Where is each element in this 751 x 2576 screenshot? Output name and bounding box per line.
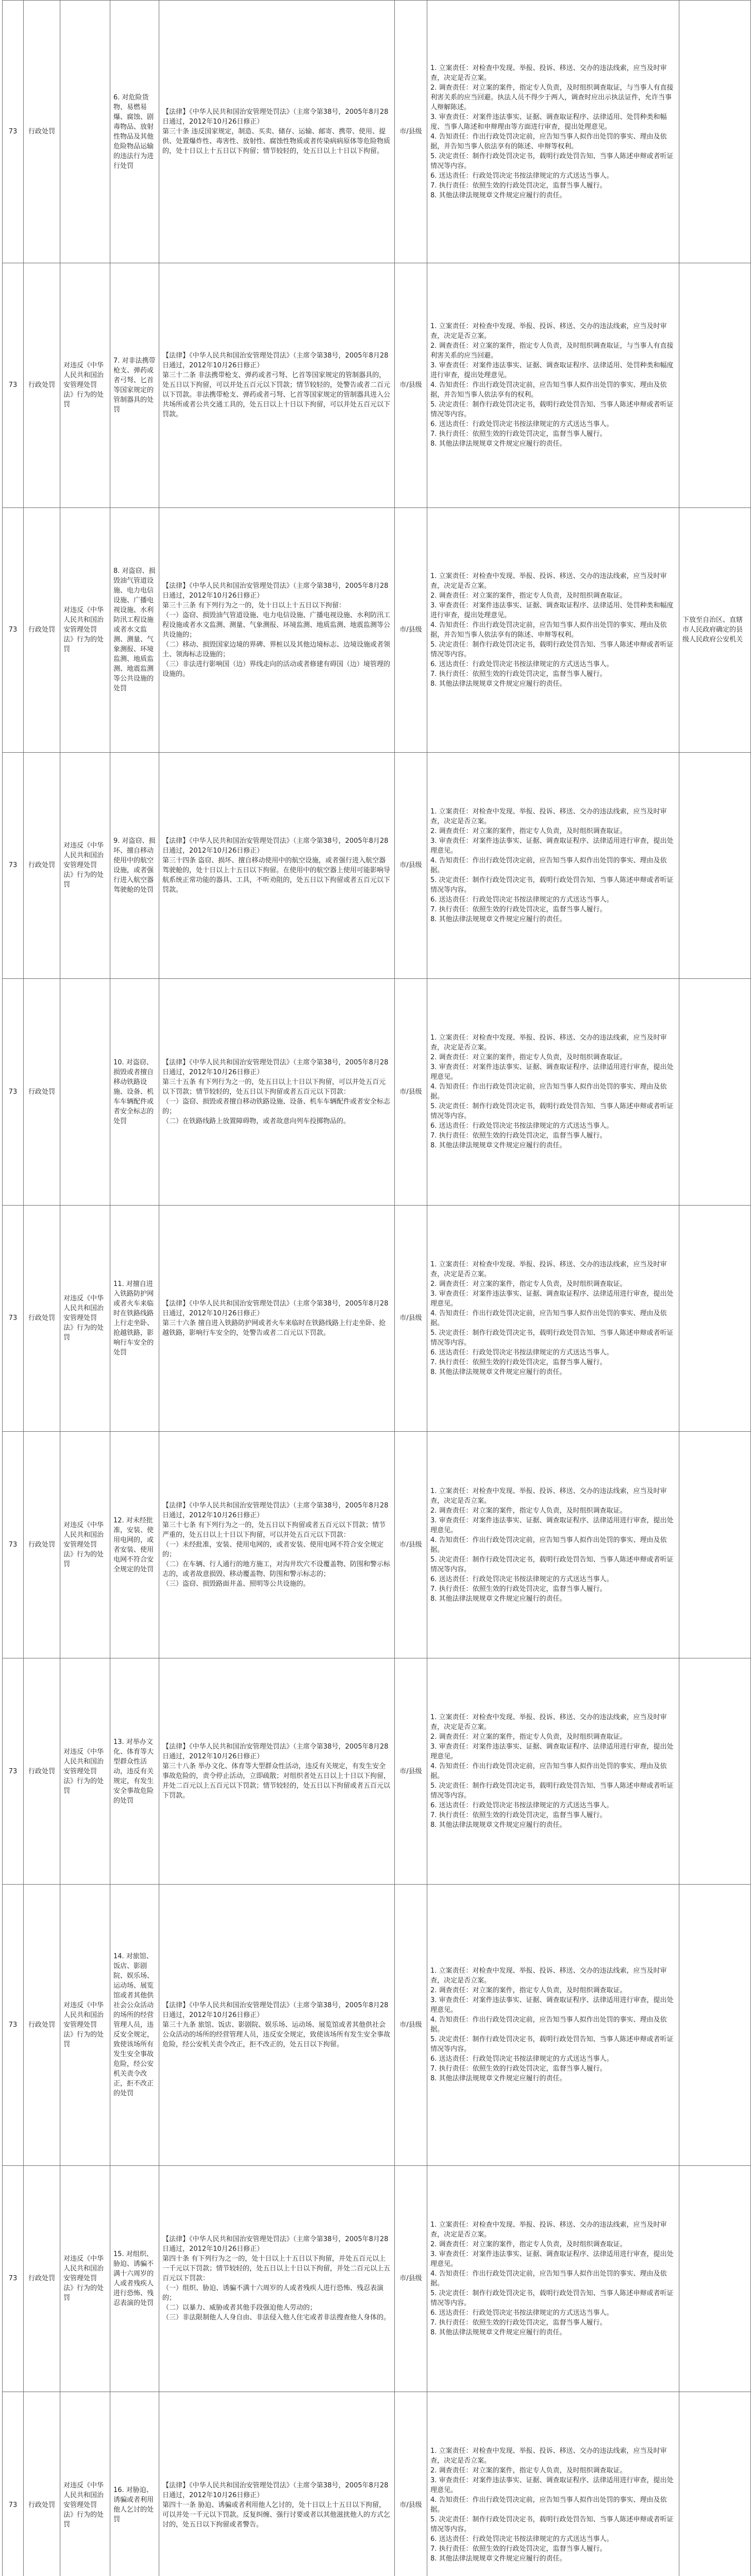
- responsibility-line: 7. 执行责任：依照生效的行政处罚决定，监督当事人履行。: [430, 1358, 607, 1366]
- note-cell: [679, 1, 751, 263]
- responsibility-cell: [427, 263, 679, 508]
- responsibility-line: 8. 其他法律法规规章文件规定应履行的责任。: [430, 2075, 566, 2083]
- legal-basis-line: 【法律】《中华人民共和国治安管理处罚法》（主席令第38号，2005年8月28日通过，2012年10月26日修正）: [162, 352, 389, 370]
- row-number-cell: 73: [3, 752, 24, 979]
- responsibility-cell: [427, 1885, 679, 2165]
- responsibility-line: 1. 立案责任：对检查中发现、举报、投诉、移送、交办的违法线索，应当及时审查，决定是否立案。: [430, 1034, 667, 1052]
- responsibility-line: 6. 送达责任：行政处罚决定书按法律规定的方式送达当事人。: [430, 420, 613, 429]
- exercise-level-cell: 市/县级: [395, 1, 427, 263]
- responsibility-line: 2. 调查责任：对立案的案件，指定专人负责，及时组织调查取证，与当事人有直接利害关系的应当回避。执法人员不得少于两人，调查时应出示执法证件，允许当事人辩解陈述。: [430, 83, 674, 111]
- exercise-level-cell: 市/县级: [395, 1658, 427, 1885]
- row-number-cell: 73: [3, 263, 24, 508]
- exercise-level-cell: 市/县级: [395, 752, 427, 979]
- legal-basis-cell: [159, 1, 395, 263]
- power-name-cell: 对违反《中华人民共和国治安管理处罚法》行为的处罚: [60, 752, 110, 979]
- power-type-cell: 行政处罚: [24, 752, 60, 979]
- responsibility-line: 6. 送达责任：行政处罚决定书按法律规定的方式送达当事人。: [430, 1575, 613, 1583]
- sub-item-cell: 9. 对盗窃、损坏、擅自移动使用中的航空设施，或者强行进入航空器驾驶舱的处罚: [110, 752, 159, 979]
- legal-basis-line: 【法律】《中华人民共和国治安管理处罚法》（主席令第38号，2005年8月28日通过，2012年10月26日修正）: [162, 1502, 389, 1519]
- responsibility-line: 5. 决定责任：制作行政处罚决定书，载明行政处罚告知、当事人陈述申辩或者听证情况等内容。: [430, 152, 674, 170]
- responsibility-line: 3. 审查责任：对案件违法事实、证据、调查取证程序、法律适用进行审查，提出处理意见。: [430, 1996, 674, 2014]
- legal-basis-line: 第三十六条 擅自进入铁路防护网或者火车来临时在铁路线路上行走坐卧、抢越铁路，影响行车安全的，处警告或者二百元以下罚款。: [162, 1319, 386, 1337]
- responsibility-line: 6. 送达责任：行政处罚决定书按法律规定的方式送达当事人。: [430, 2309, 613, 2317]
- exercise-level-cell: 市/县级: [395, 2165, 427, 2392]
- legal-basis-line: （三）非法进行影响国（边）界线走向的活动或者修建有碍国（边）境管理的设施的。: [162, 660, 391, 678]
- responsibility-cell: [427, 979, 679, 1206]
- responsibility-line: 6. 送达责任：行政处罚决定书按法律规定的方式送达当事人。: [430, 1802, 613, 1810]
- responsibility-line: 5. 决定责任：制作行政处罚决定书，载明行政处罚告知、当事人陈述申辩或者听证情况等内容。: [430, 1782, 674, 1800]
- note-cell: [679, 2165, 751, 2392]
- responsibility-line: 3. 审查责任：对案件违法事实、证据、调查取证程序、法律适用进行审查，提出处理意见。: [430, 1290, 674, 1308]
- row-number-cell: 73: [3, 2165, 24, 2392]
- responsibility-line: 1. 立案责任：对检查中发现、举报、投诉、移送、交办的违法线索，应当及时审查，决定是否立案。: [430, 572, 667, 590]
- responsibility-line: 5. 决定责任：制作行政处罚决定书，载明行政处罚告知、当事人陈述申辩或者听证情况等内容。: [430, 2036, 674, 2054]
- power-type-cell: 行政处罚: [24, 1432, 60, 1658]
- responsibility-line: 5. 决定责任：制作行政处罚决定书，载明行政处罚告知、当事人陈述申辩或者听证情况等内容。: [430, 876, 674, 894]
- responsibility-line: 2. 调查责任：对立案的案件，指定专人负责，及时组织调查取证，与当事人有直接利害关系的应当回避。: [430, 342, 674, 360]
- responsibility-line: 8. 其他法律法规规章文件规定应履行的责任。: [430, 680, 566, 688]
- responsibility-line: 8. 其他法律法规规章文件规定应履行的责任。: [430, 2328, 566, 2336]
- row-number-cell: 73: [3, 2392, 24, 2576]
- responsibility-line: 2. 调查责任：对立案的案件，指定专人负责，及时组织调查取证。: [430, 591, 627, 600]
- responsibility-line: 5. 决定责任：制作行政处罚决定书，载明行政处罚告知、当事人陈述申辩或者听证情况等内容。: [430, 2289, 674, 2307]
- responsibility-line: 1. 立案责任：对检查中发现、举报、投诉、移送、交办的违法线索，应当及时审查，决定是否立案。: [430, 64, 667, 82]
- responsibility-line: 3. 审查责任：对案件违法事实、证据、调查取证程序、法律适用、处罚种类和幅度、当事人陈述和申辩理由等方面进行审查，提出处理意见。: [430, 113, 667, 131]
- sub-item-cell: 6. 对危险货物、易燃易爆、腐蚀、剧毒物品、放射性物品及其他危险物品运输的违法行为进行处罚: [110, 1, 159, 263]
- legal-basis-line: 第三十二条 非法携带枪支、弹药或者弓弩、匕首等国家规定的管制器具的，处五日以下拘留，可以并处五百元以下罚款；情节较轻的，处警告或者二百元以下罚款。非法携带枪支、弹药或者弓弩、匕首等国家规定的管制器具进入公共场所或者公共交通工具的，处五日以上十日以下拘留，可以并处五百元以下罚款。: [162, 371, 391, 419]
- legal-basis-line: 第四十条 有下列行为之一的，处十日以上十五日以下拘留，并处五百元以上一千元以下罚款；情节较轻的，处五日以上十日以下拘留，并处二百元以上五百元以下罚款：: [162, 2255, 391, 2283]
- legal-basis-line: （二）以暴力、威胁或者其他手段强迫他人劳动的；: [162, 2304, 317, 2312]
- row-number-cell: 73: [3, 1432, 24, 1658]
- note-cell: 下放至自治区、直辖市人民政府确定的县级人民政府公安机关: [679, 507, 751, 752]
- power-name-cell: 对违反《中华人民共和国治安管理处罚法》行为的处罚: [60, 1432, 110, 1658]
- note-cell: [679, 1658, 751, 1885]
- responsibility-line: 1. 立案责任：对检查中发现、举报、投诉、移送、交办的违法线索，应当及时审查，决定是否立案。: [430, 1487, 667, 1505]
- row-number-cell: 73: [3, 507, 24, 752]
- table-row: [3, 263, 751, 508]
- power-type-cell: 行政处罚: [24, 1, 60, 263]
- responsibility-line: 3. 审查责任：对案件违法事实、证据、调查取证程序、法律适用进行审查，提出处理意见。: [430, 1516, 674, 1534]
- responsibility-line: 7. 执行责任：依照生效的行政处罚决定，监督当事人履行。: [430, 905, 607, 913]
- table-row: [3, 1, 751, 263]
- power-name-cell: 对违反《中华人民共和国治安管理处罚法》行为的处罚: [60, 2392, 110, 2576]
- responsibility-line: 7. 执行责任：依照生效的行政处罚决定，监督当事人履行。: [430, 2545, 607, 2553]
- legal-basis-cell: [159, 2392, 395, 2576]
- responsibility-line: 8. 其他法律法规规章文件规定应履行的责任。: [430, 915, 566, 923]
- legal-basis-line: 第三十四条 盗窃、损坏、擅自移动使用中的航空设施，或者强行进入航空器驾驶舱的，处十日以上十五日以下拘留。在使用中的航空器上使用可能影响导航系统正常功能的器具、工具，不听劝阻的，处五日以下拘留或者五百元以下罚款。: [162, 856, 391, 894]
- legal-basis-line: 第三十七条 有下列行为之一的，处五日以下拘留或者五百元以下罚款；情节严重的，处五日以上十日以下拘留，可以并处五百元以下罚款：: [162, 1521, 386, 1539]
- legal-basis-cell: [159, 752, 395, 979]
- responsibility-line: 6. 送达责任：行政处罚决定书按法律规定的方式送达当事人。: [430, 660, 613, 668]
- power-type-cell: 行政处罚: [24, 1658, 60, 1885]
- responsibility-line: 1. 立案责任：对检查中发现、举报、投诉、移送、交办的违法线索，应当及时审查，决定是否立案。: [430, 2221, 667, 2239]
- responsibility-line: 6. 送达责任：行政处罚决定书按法律规定的方式送达当事人。: [430, 1122, 613, 1130]
- responsibility-line: 8. 其他法律法规规章文件规定应履行的责任。: [430, 1595, 566, 1603]
- responsibility-line: 3. 审查责任：对案件违法事实、证据、调查取证程序、法律适用进行审查，提出处理意见。: [430, 2250, 674, 2268]
- responsibility-line: 5. 决定责任：制作行政处罚决定书，载明行政处罚告知、当事人陈述申辩或者听证情况等内容。: [430, 2516, 674, 2534]
- responsibility-line: 8. 其他法律法规规章文件规定应履行的责任。: [430, 440, 566, 448]
- table-row: [3, 1205, 751, 1432]
- responsibility-line: 4. 告知责任：作出行政处罚决定前，应告知当事人拟作出处罚的事实、理由及依据，并告知当事人依法享有的权利。: [430, 381, 667, 399]
- legal-basis-line: 第四十一条 胁迫、诱骗或者利用他人乞讨的，处十日以上十五日以下拘留，可以并处一千元以下罚款。反复纠缠、强行讨要或者以其他滋扰他人的方式乞讨的，处五日以下拘留或者警告。: [162, 2501, 391, 2529]
- note-cell: [679, 2392, 751, 2576]
- responsibility-line: 3. 审查责任：对案件违法事实、证据、调查取证程序、法律适用、处罚种类和幅度进行审查，提出处理意见。: [430, 601, 674, 619]
- legal-basis-line: 【法律】《中华人民共和国治安管理处罚法》（主席令第38号，2005年8月28日通过，2012年10月26日修正）: [162, 1058, 389, 1076]
- responsibility-line: 4. 告知责任：作出行政处罚决定前，应告知当事人拟作出处罚的事实、理由及依据。: [430, 1309, 667, 1327]
- responsibility-line: 2. 调查责任：对立案的案件，指定专人负责，及时组织调查取证。: [430, 2240, 627, 2248]
- sub-item-cell: 16. 对胁迫、诱骗或者利用他人乞讨的处罚: [110, 2392, 159, 2576]
- note-cell: [679, 1885, 751, 2165]
- responsibility-line: 6. 送达责任：行政处罚决定书按法律规定的方式送达当事人。: [430, 2535, 613, 2544]
- power-type-cell: 行政处罚: [24, 263, 60, 508]
- responsibility-line: 7. 执行责任：依照生效的行政处罚决定，监督当事人履行。: [430, 2318, 607, 2327]
- note-cell: [679, 1205, 751, 1432]
- responsibility-line: 2. 调查责任：对立案的案件，指定专人负责，及时组织调查取证。: [430, 1987, 627, 1995]
- legal-basis-line: （一）盗窃、损毁或者擅自移动铁路设施、设备、机车车辆配件或者安全标志的；: [162, 1097, 391, 1115]
- legal-basis-line: 第三十九条 旅馆、饭店、影剧院、娱乐场、运动场、展览馆或者其他供社会公众活动的场所的经营管理人员，违反安全规定，致使该场所有发生安全事故危险，经公安机关责令改正，拒不改正的，处五日以下拘留。: [162, 2021, 391, 2048]
- table-row: [3, 1432, 751, 1658]
- responsibility-line: 4. 告知责任：作出行政处罚决定前，应告知当事人拟作出处罚的事实、理由及依据，并告知当事人依法享有的陈述、申辩等权利。: [430, 132, 667, 150]
- exercise-level-cell: 市/县级: [395, 1205, 427, 1432]
- note-cell: [679, 752, 751, 979]
- legal-basis-line: 第三十条 违反国家规定，制造、买卖、储存、运输、邮寄、携带、使用、提供、处置爆炸性、毒害性、放射性、腐蚀性物质或者传染病病原体等危险物质的，处十日以上十五日以下拘留；情节较轻的，处五日以上十日以下拘留。: [162, 128, 391, 156]
- responsibility-line: 4. 告知责任：作出行政处罚决定前，应告知当事人拟作出处罚的事实、理由及依据。: [430, 1762, 667, 1781]
- responsibility-line: 5. 决定责任：制作行政处罚决定书，载明行政处罚告知、当事人陈述申辩或者听证情况等内容。: [430, 640, 674, 658]
- duty-list-table: [2, 0, 751, 2576]
- table-row: [3, 2165, 751, 2392]
- responsibility-line: 7. 执行责任：依照生效的行政处罚决定，监督当事人履行。: [430, 430, 607, 438]
- responsibility-line: 4. 告知责任：作出行政处罚决定前，应告知当事人拟作出处罚的事实、理由及依据。: [430, 2269, 667, 2287]
- responsibility-line: 4. 告知责任：作出行政处罚决定前，应告知当事人拟作出处罚的事实、理由及依据。: [430, 856, 667, 874]
- row-number-cell: 73: [3, 1885, 24, 2165]
- legal-basis-line: 【法律】《中华人民共和国治安管理处罚法》（主席令第38号，2005年8月28日通过，2012年10月26日修正）: [162, 1743, 389, 1761]
- responsibility-line: 4. 告知责任：作出行政处罚决定前，应告知当事人拟作出处罚的事实、理由及依据。: [430, 1536, 667, 1554]
- table-row: [3, 979, 751, 1206]
- legal-basis-line: （一）组织、胁迫、诱骗不满十六周岁的人或者残疾人进行恐怖、残忍表演的；: [162, 2284, 384, 2302]
- responsibility-line: 1. 立案责任：对检查中发现、举报、投诉、移送、交办的违法线索，应当及时审查，决定是否立案。: [430, 1714, 667, 1732]
- responsibility-line: 7. 执行责任：依照生效的行政处罚决定，监督当事人履行。: [430, 670, 607, 678]
- sub-item-cell: 8. 对盗窃、损毁油气管道设施、电力电信设施、广播电视设施、水利防汛工程设施或者水文监测、测量、气象测报、环境监测、地质监测、地震监测等公共设施的处罚: [110, 507, 159, 752]
- responsibility-line: 5. 决定责任：制作行政处罚决定书，载明行政处罚告知、当事人陈述申辩或者听证情况等内容。: [430, 1555, 674, 1573]
- power-name-cell: 对违反《中华人民共和国治安管理处罚法》行为的处罚: [60, 507, 110, 752]
- note-cell: [679, 1432, 751, 1658]
- exercise-level-cell: 市/县级: [395, 1885, 427, 2165]
- legal-basis-line: 第三十三条 有下列行为之一的，处十日以上十五日以下拘留：: [162, 601, 346, 609]
- legal-basis-line: 【法律】《中华人民共和国治安管理处罚法》（主席令第38号，2005年8月28日通过，2012年10月26日修正）: [162, 1299, 389, 1317]
- legal-basis-line: 第三十五条 有下列行为之一的，处五日以上十日以下拘留，可以并处五百元以下罚款；情节较轻的，处五日以下拘留或者五百元以下罚款：: [162, 1078, 386, 1096]
- responsibility-line: 2. 调查责任：对立案的案件，指定专人负责，及时组织调查取证。: [430, 827, 627, 835]
- table-row: [3, 1885, 751, 2165]
- responsibility-line: 1. 立案责任：对检查中发现、举报、投诉、移送、交办的违法线索，应当及时审查，决定是否立案。: [430, 807, 667, 825]
- responsibility-line: 7. 执行责任：依照生效的行政处罚决定，监督当事人履行。: [430, 1585, 607, 1593]
- power-name-cell: 对违反《中华人民共和国治安管理处罚法》行为的处罚: [60, 1205, 110, 1432]
- responsibility-line: 8. 其他法律法规规章文件规定应履行的责任。: [430, 1142, 566, 1150]
- legal-basis-cell: [159, 1432, 395, 1658]
- power-type-cell: 行政处罚: [24, 1205, 60, 1432]
- responsibility-line: 8. 其他法律法规规章文件规定应履行的责任。: [430, 1821, 566, 1829]
- exercise-level-cell: 市/县级: [395, 507, 427, 752]
- legal-basis-cell: [159, 263, 395, 508]
- responsibility-line: 2. 调查责任：对立案的案件，指定专人负责，及时组织调查取证。: [430, 1506, 627, 1515]
- responsibility-line: 6. 送达责任：行政处罚决定书按法律规定的方式送达当事人。: [430, 2055, 613, 2063]
- responsibility-cell: [427, 1205, 679, 1432]
- responsibility-line: 8. 其他法律法规规章文件规定应履行的责任。: [430, 2555, 566, 2563]
- legal-basis-line: （二）移动、损毁国家边境的界碑、界桩以及其他边境标志、边境设施或者领土、领海标志设施的；: [162, 640, 391, 658]
- responsibility-line: 3. 审查责任：对案件违法事实、证据、调查取证程序、法律适用进行审查，提出处理意见。: [430, 837, 674, 855]
- sub-item-cell: 7. 对非法携带枪支、弹药或者弓弩、匕首等国家规定的管制器具的处罚: [110, 263, 159, 508]
- responsibility-line: 1. 立案责任：对检查中发现、举报、投诉、移送、交办的违法线索，应当及时审查，决定是否立案。: [430, 1260, 667, 1278]
- sub-item-cell: 13. 对举办文化、体育等大型群众性活动，违反有关规定，有发生安全事故危险的处罚: [110, 1658, 159, 1885]
- responsibility-line: 6. 送达责任：行政处罚决定书按法律规定的方式送达当事人。: [430, 172, 613, 180]
- responsibility-line: 2. 调查责任：对立案的案件，指定专人负责，及时组织调查取证。: [430, 1733, 627, 1741]
- power-name-cell: 对违反《中华人民共和国治安管理处罚法》行为的处罚: [60, 1885, 110, 2165]
- legal-basis-line: （二）在车辆、行人通行的地方施工，对沟井坎穴不设覆盖物、防围和警示标志的，或者故意损毁、移动覆盖物、防围和警示标志的；: [162, 1561, 391, 1578]
- responsibility-line: 5. 决定责任：制作行政处罚决定书，载明行政处罚告知、当事人陈述申辩或者听证情况等内容。: [430, 401, 674, 419]
- responsibility-line: 2. 调查责任：对立案的案件，指定专人负责，及时组织调查取证。: [430, 1280, 627, 1288]
- legal-basis-line: 【法律】《中华人民共和国治安管理处罚法》（主席令第38号，2005年8月28日通过，2012年10月26日修正）: [162, 108, 389, 126]
- responsibility-line: 8. 其他法律法规规章文件规定应履行的责任。: [430, 191, 566, 199]
- power-name-cell: 对违反《中华人民共和国治安管理处罚法》行为的处罚: [60, 1658, 110, 1885]
- responsibility-cell: [427, 2165, 679, 2392]
- responsibility-line: 7. 执行责任：依照生效的行政处罚决定，监督当事人履行。: [430, 2065, 607, 2073]
- legal-basis-cell: [159, 2165, 395, 2392]
- legal-basis-line: （一）盗窃、损毁油气管道设施、电力电信设施、广播电视设施、水利防汛工程设施或者水文监测、测量、气象测报、环境监测、地质监测、地震监测等公共设施的；: [162, 611, 391, 639]
- responsibility-line: 1. 立案责任：对检查中发现、举报、投诉、移送、交办的违法线索，应当及时审查，决定是否立案。: [430, 2447, 667, 2465]
- legal-basis-line: 【法律】《中华人民共和国治安管理处罚法》（主席令第38号，2005年8月28日通过，2012年10月26日修正）: [162, 837, 389, 855]
- row-number-cell: 73: [3, 1, 24, 263]
- responsibility-line: 6. 送达责任：行政处罚决定书按法律规定的方式送达当事人。: [430, 895, 613, 904]
- responsibility-line: 3. 审查责任：对案件违法事实、证据、调查取证程序、法律适用、处罚种类和幅度进行审查，提出处理意见。: [430, 362, 674, 380]
- responsibility-line: 7. 执行责任：依照生效的行政处罚决定，监督当事人履行。: [430, 1811, 607, 1820]
- power-name-cell: 对违反《中华人民共和国治安管理处罚法》行为的处罚: [60, 2165, 110, 2392]
- responsibility-line: 3. 审查责任：对案件违法事实、证据、调查取证程序、法律适用进行审查，提出处理意见。: [430, 2477, 674, 2495]
- legal-basis-cell: [159, 1885, 395, 2165]
- legal-basis-line: （三）盗窃、损毁路面井盖、照明等公共设施的。: [162, 1580, 310, 1588]
- sub-item-cell: 12. 对未经批准，安装、使用电网的，或者安装、使用电网不符合安全规定的处罚: [110, 1432, 159, 1658]
- legal-basis-cell: [159, 1205, 395, 1432]
- responsibility-line: 4. 告知责任：作出行政处罚决定前，应告知当事人拟作出处罚的事实、理由及依据。: [430, 1083, 667, 1101]
- responsibility-cell: [427, 752, 679, 979]
- legal-basis-line: （三）非法限制他人人身自由、非法侵入他人住宅或者非法搜查他人身体的。: [162, 2314, 391, 2322]
- sub-item-cell: 11. 对擅自进入铁路防护网或者火车来临时在铁路线路上行走坐卧、抢越铁路，影响行车安全的处罚: [110, 1205, 159, 1432]
- responsibility-line: 4. 告知责任：作出行政处罚决定前，应告知当事人拟作出处罚的事实、理由及依据。: [430, 2016, 667, 2034]
- sub-item-cell: 15. 对组织、胁迫、诱骗不满十六周岁的人或者残疾人进行恐怖、残忍表演的处罚: [110, 2165, 159, 2392]
- power-type-cell: 行政处罚: [24, 2165, 60, 2392]
- power-name-cell: 对违反《中华人民共和国治安管理处罚法》行为的处罚: [60, 263, 110, 508]
- responsibility-cell: [427, 1658, 679, 1885]
- legal-basis-line: 【法律】《中华人民共和国治安管理处罚法》（主席令第38号，2005年8月28日通过，2012年10月26日修正）: [162, 2001, 389, 2019]
- note-cell: [679, 979, 751, 1206]
- legal-basis-line: 【法律】《中华人民共和国治安管理处罚法》（主席令第38号，2005年8月28日通过，2012年10月26日修正）: [162, 2235, 389, 2253]
- legal-basis-line: 【法律】《中华人民共和国治安管理处罚法》（主席令第38号，2005年8月28日通过，2012年10月26日修正）: [162, 2481, 389, 2499]
- table-body: [3, 1, 751, 2576]
- responsibility-line: 1. 立案责任：对检查中发现、举报、投诉、移送、交办的违法线索，应当及时审查，决定是否立案。: [430, 323, 667, 341]
- responsibility-line: 1. 立案责任：对检查中发现、举报、投诉、移送、交办的违法线索，应当及时审查，决定是否立案。: [430, 1967, 667, 1985]
- responsibility-line: 5. 决定责任：制作行政处罚决定书，载明行政处罚告知、当事人陈述申辩或者听证情况等内容。: [430, 1329, 674, 1347]
- responsibility-line: 6. 送达责任：行政处罚决定书按法律规定的方式送达当事人。: [430, 1348, 613, 1357]
- responsibility-line: 2. 调查责任：对立案的案件，指定专人负责，及时组织调查取证。: [430, 2467, 627, 2475]
- responsibility-line: 8. 其他法律法规规章文件规定应履行的责任。: [430, 1368, 566, 1376]
- note-cell: [679, 263, 751, 508]
- legal-basis-line: 第三十八条 举办文化、体育等大型群众性活动，违反有关规定，有发生安全事故危险的，责令停止活动，立即疏散；对组织者处五日以上十日以下拘留，并处二百元以上五百元以下罚款；情节较轻的，处五日以下拘留或者五百元以下罚款。: [162, 1762, 391, 1800]
- responsibility-line: 3. 审查责任：对案件违法事实、证据、调查取证程序、法律适用进行审查，提出处理意见。: [430, 1743, 674, 1761]
- legal-basis-line: （二）在铁路线路上放置障碍物，或者故意向列车投掷物品的。: [162, 1117, 351, 1125]
- legal-basis-line: （一）未经批准，安装、使用电网的，或者安装、使用电网不符合安全规定的；: [162, 1541, 384, 1558]
- exercise-level-cell: 市/县级: [395, 2392, 427, 2576]
- exercise-level-cell: 市/县级: [395, 1432, 427, 1658]
- row-number-cell: 73: [3, 979, 24, 1206]
- table-row: [3, 1658, 751, 1885]
- responsibility-cell: [427, 2392, 679, 2576]
- sub-item-cell: 14. 对旅馆、饭店、影剧院、娱乐场、运动场、展览馆或者其他供社会公众活动的场所的经营管理人员，违反安全规定，致使该场所有发生安全事故危险，经公安机关责令改正，拒不改正的处罚: [110, 1885, 159, 2165]
- legal-basis-cell: [159, 507, 395, 752]
- exercise-level-cell: 市/县级: [395, 979, 427, 1206]
- sub-item-cell: 10. 对盗窃、损毁或者擅自移动铁路设施、设备、机车车辆配件或者安全标志的处罚: [110, 979, 159, 1206]
- responsibility-line: 4. 告知责任：作出行政处罚决定前，应告知当事人拟作出处罚的事实、理由及依据。: [430, 2496, 667, 2514]
- table-row: [3, 752, 751, 979]
- row-number-cell: 73: [3, 1205, 24, 1432]
- responsibility-cell: [427, 1432, 679, 1658]
- responsibility-line: 4. 告知责任：作出行政处罚决定前，应告知当事人拟作出处罚的事实、理由及依据，并告知当事人依法享有的陈述、申辩等权利。: [430, 621, 667, 639]
- power-type-cell: 行政处罚: [24, 507, 60, 752]
- row-number-cell: 73: [3, 1658, 24, 1885]
- responsibility-line: 5. 决定责任：制作行政处罚决定书，载明行政处罚告知、当事人陈述申辩或者听证情况等内容。: [430, 1103, 674, 1121]
- responsibility-line: 7. 执行责任：依照生效的行政处罚决定，监督当事人履行。: [430, 181, 607, 190]
- power-type-cell: 行政处罚: [24, 2392, 60, 2576]
- legal-basis-cell: [159, 979, 395, 1206]
- legal-basis-cell: [159, 1658, 395, 1885]
- power-name-cell: [60, 979, 110, 1206]
- power-type-cell: 行政处罚: [24, 979, 60, 1206]
- table-row: [3, 2392, 751, 2576]
- responsibility-line: 3. 审查责任：对案件违法事实、证据、调查取证程序、法律适用进行审查，提出处理意见。: [430, 1063, 674, 1081]
- table-row: [3, 507, 751, 752]
- responsibility-line: 7. 执行责任：依照生效的行政处罚决定，监督当事人履行。: [430, 1132, 607, 1140]
- power-type-cell: 行政处罚: [24, 1885, 60, 2165]
- exercise-level-cell: 市/县级: [395, 263, 427, 508]
- responsibility-cell: [427, 507, 679, 752]
- legal-basis-line: 【法律】《中华人民共和国治安管理处罚法》（主席令第38号，2005年8月28日通过，2012年10月26日修正）: [162, 582, 389, 600]
- responsibility-line: 2. 调查责任：对立案的案件，指定专人负责，及时组织调查取证。: [430, 1054, 627, 1062]
- power-name-cell: [60, 1, 110, 263]
- responsibility-cell: [427, 1, 679, 263]
